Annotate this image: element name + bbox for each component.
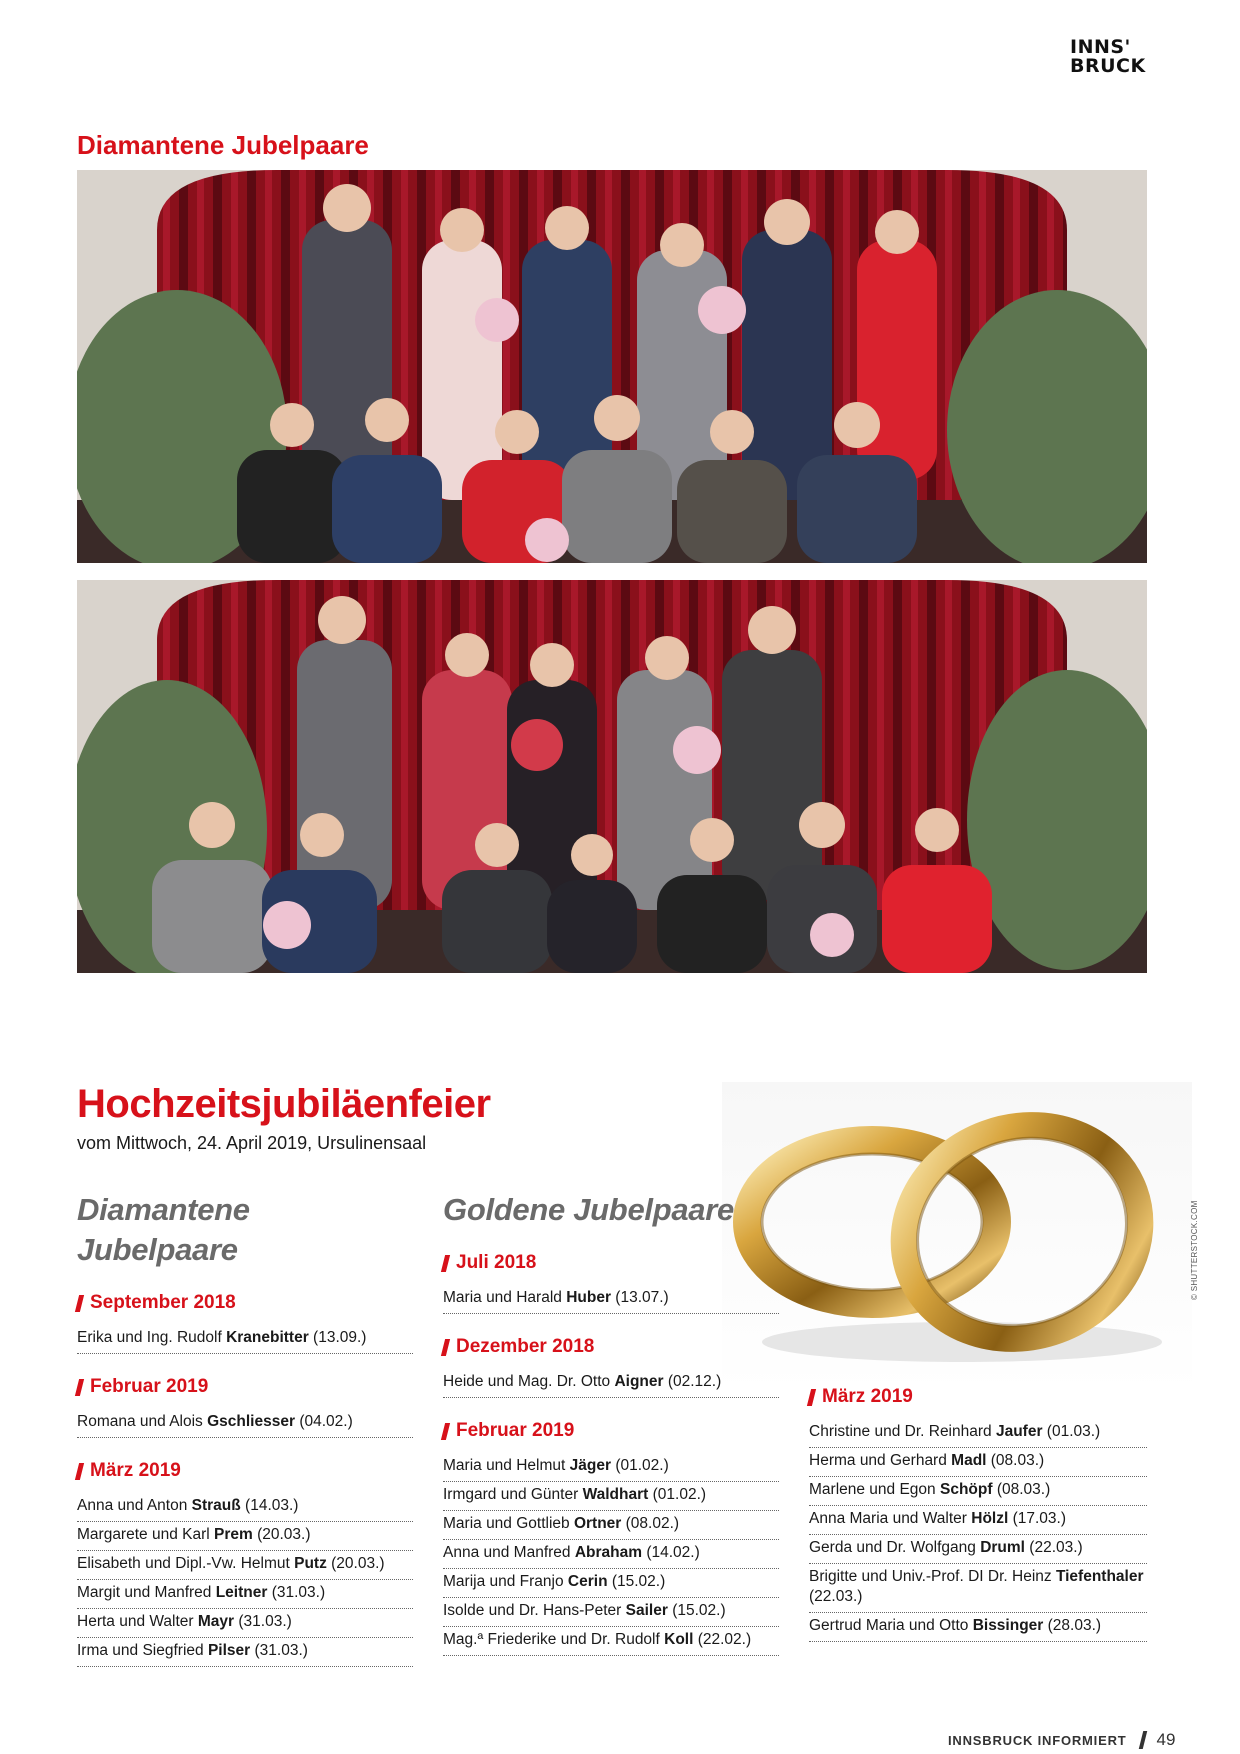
month-heading: Februar 2019 — [77, 1376, 413, 1398]
couple-entry: Herma und Gerhard Madl (08.03.) — [809, 1448, 1147, 1477]
couple-entry: Marija und Franjo Cerin (15.02.) — [443, 1569, 779, 1598]
photo-section-title: Diamantene Jubelpaare — [77, 130, 369, 160]
couple-entry: Marlene und Egon Schöpf (08.03.) — [809, 1477, 1147, 1506]
couple-entry: Maria und Helmut Jäger (01.02.) — [443, 1453, 779, 1482]
couple-entry: Elisabeth und Dipl.-Vw. Helmut Putz (20.03.) — [77, 1551, 413, 1580]
image-credit: © SHUTTERSTOCK.COM — [1190, 1200, 1199, 1300]
couple-entry: Gertrud Maria und Otto Bissinger (28.03.) — [809, 1613, 1147, 1642]
wedding-rings-image — [722, 1082, 1192, 1392]
slash-marker-icon — [441, 1339, 450, 1356]
couple-entry: Christine und Dr. Reinhard Jaufer (01.03.) — [809, 1419, 1147, 1448]
innsbruck-logo — [1070, 38, 1150, 76]
page-footer — [948, 1730, 1175, 1750]
diamond-couples-column — [77, 1190, 413, 1667]
slash-marker-icon — [807, 1389, 816, 1406]
month-heading: Dezember 2018 — [443, 1336, 779, 1358]
month-heading: März 2019 — [809, 1386, 1147, 1408]
couple-entry: Anna und Anton Strauß (14.03.) — [77, 1493, 413, 1522]
golden-couples-column — [443, 1190, 779, 1656]
couple-entry: Maria und Harald Huber (13.07.) — [443, 1285, 779, 1314]
couple-entry: Gerda und Dr. Wolfgang Druml (22.03.) — [809, 1535, 1147, 1564]
event-subtitle: vom Mittwoch, 24. April 2019, Ursulinensaal — [77, 1133, 427, 1153]
couple-entry: Herta und Walter Mayr (31.03.) — [77, 1609, 413, 1638]
slash-marker-icon — [1138, 1731, 1146, 1749]
couple-entry: Irmgard und Günter Waldhart (01.02.) — [443, 1482, 779, 1511]
group-photo-1 — [77, 170, 1147, 563]
golden-column-heading: Goldene Jubelpaare — [443, 1192, 734, 1227]
slash-marker-icon — [75, 1295, 84, 1312]
couple-entry: Margarete und Karl Prem (20.03.) — [77, 1522, 413, 1551]
logo-line-2: BRUCK — [1070, 55, 1146, 77]
golden-couples-column-continued — [809, 1386, 1147, 1642]
slash-marker-icon — [75, 1379, 84, 1396]
couple-entry: Anna Maria und Walter Hölzl (17.03.) — [809, 1506, 1147, 1535]
couple-entry: Erika und Ing. Rudolf Kranebitter (13.09.) — [77, 1325, 413, 1354]
month-heading: Februar 2019 — [443, 1420, 779, 1442]
couple-entry: Heide und Mag. Dr. Otto Aigner (02.12.) — [443, 1369, 779, 1398]
event-title: Hochzeitsjubiläenfeier — [77, 1082, 491, 1126]
couple-entry: Brigitte und Univ.-Prof. DI Dr. Heinz Tiefenthaler (22.03.) — [809, 1564, 1147, 1613]
couple-entry: Isolde und Dr. Hans-Peter Sailer (15.02.) — [443, 1598, 779, 1627]
month-heading: März 2019 — [77, 1460, 413, 1482]
couple-entry: Irma und Siegfried Pilser (31.03.) — [77, 1638, 413, 1667]
group-photo-2 — [77, 580, 1147, 973]
logo-line-1: INNS' — [1070, 36, 1131, 58]
slash-marker-icon — [441, 1255, 450, 1272]
diamond-column-heading: Diamantene Jubelpaare — [77, 1192, 250, 1267]
couple-entry: Romana und Alois Gschliesser (04.02.) — [77, 1409, 413, 1438]
month-heading: September 2018 — [77, 1292, 413, 1314]
slash-marker-icon — [75, 1463, 84, 1480]
slash-marker-icon — [441, 1423, 450, 1440]
couple-entry: Maria und Gottlieb Ortner (08.02.) — [443, 1511, 779, 1540]
page-number: 49 — [1156, 1730, 1176, 1749]
publication-name: INNSBRUCK INFORMIERT — [948, 1732, 1127, 1748]
month-heading: Juli 2018 — [443, 1252, 779, 1274]
couple-entry: Mag.ª Friederike und Dr. Rudolf Koll (22.02.) — [443, 1627, 779, 1656]
couple-entry: Margit und Manfred Leitner (31.03.) — [77, 1580, 413, 1609]
couple-entry: Anna und Manfred Abraham (14.02.) — [443, 1540, 779, 1569]
